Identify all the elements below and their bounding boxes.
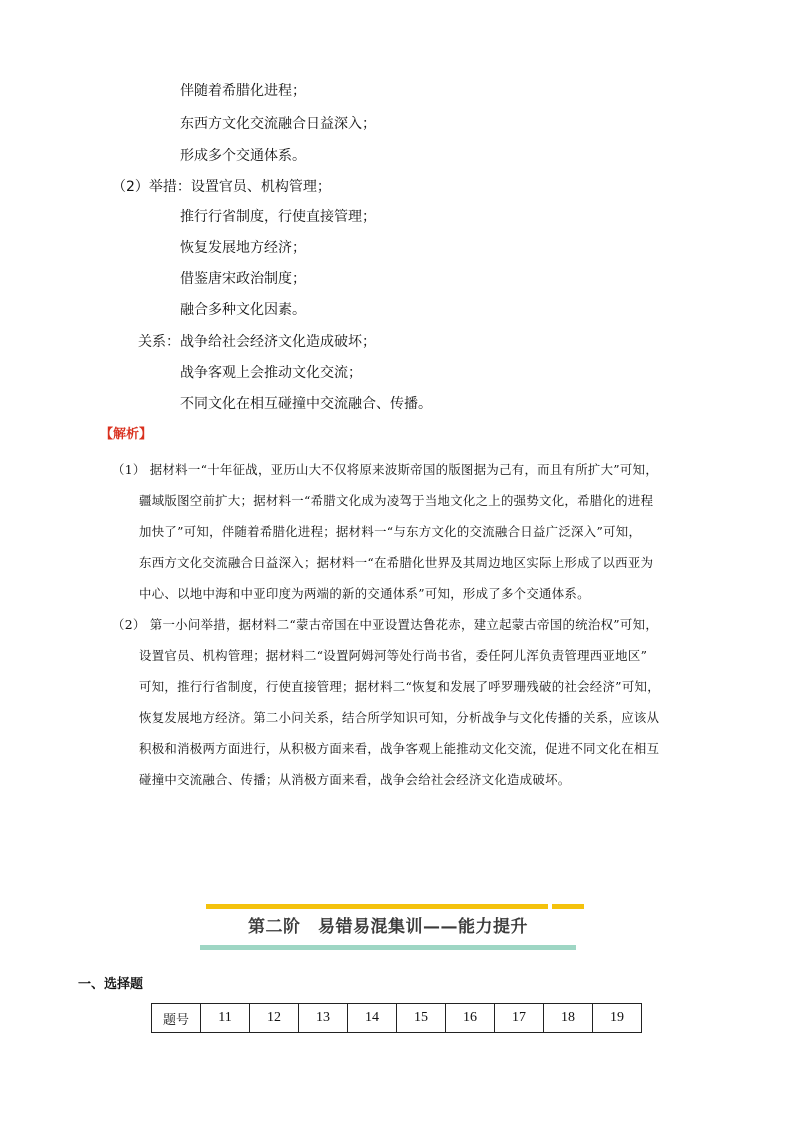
table-cell: 12 bbox=[250, 1004, 299, 1033]
analysis-line: （2） 第一小问举措，据材料二“蒙古帝国在中亚设置达鲁花赤，建立起蒙古帝国的统治权”可知， bbox=[112, 617, 659, 632]
section-banner bbox=[200, 904, 584, 950]
table-cell: 13 bbox=[299, 1004, 348, 1033]
table-cell: 19 bbox=[593, 1004, 642, 1033]
banner-title: 第二阶 易错易混集训——能力提升 bbox=[248, 917, 528, 937]
analysis-line: 加快了”可知，伴随着希腊化进程；据材料一“与东方文化的交流融合日益广泛深入”可知， bbox=[139, 524, 642, 539]
analysis-line: 积极和消极两方面进行，从积极方面来看，战争客观上能推动文化交流，促进不同文化在相互 bbox=[139, 741, 660, 756]
answer-table bbox=[151, 1003, 642, 1033]
analysis-line: 疆域版图空前扩大；据材料一“希腊文化成为凌驾于当地文化之上的强势文化，希腊化的进程 bbox=[139, 493, 654, 508]
table-cell: 17 bbox=[495, 1004, 544, 1033]
table-cell: 14 bbox=[348, 1004, 397, 1033]
analysis-paragraph-2 bbox=[112, 609, 722, 795]
answer-line: 借鉴唐宋政治制度； bbox=[180, 271, 306, 287]
table-cell: 15 bbox=[397, 1004, 446, 1033]
analysis-line: 可知，推行行省制度，行使直接管理；据材料二“恢复和发展了呼罗珊残破的社会经济”可知， bbox=[139, 679, 660, 694]
table-cell: 18 bbox=[544, 1004, 593, 1033]
answer-line: 推行行省制度，行使直接管理； bbox=[180, 209, 376, 225]
banner-top-bar-end bbox=[552, 904, 584, 909]
answer-line: 战争客观上会推动文化交流； bbox=[180, 365, 362, 381]
analysis-line: 设置官员、机构管理；据材料二“设置阿姆河等处行尚书省，委任阿儿浑负责管理西亚地区” bbox=[139, 648, 648, 663]
table-cell: 16 bbox=[446, 1004, 495, 1033]
analysis-line: 中心、以地中海和中亚印度为两端的新的交通体系”可知，形成了多个交通体系。 bbox=[139, 586, 590, 601]
analysis-line: 碰撞中交流融合、传播；从消极方面来看，战争会给社会经济文化造成破坏。 bbox=[139, 772, 571, 787]
analysis-line: 东西方文化交流融合日益深入；据材料一“在希腊化世界及其周边地区实际上形成了以西亚为 bbox=[139, 555, 654, 570]
banner-bottom-bar bbox=[200, 945, 576, 950]
answer-relation-lead: 关系：战争给社会经济文化造成破坏； bbox=[138, 334, 376, 350]
answer-line: 融合多种文化因素。 bbox=[180, 302, 306, 318]
answer-line: 东西方文化交流融合日益深入； bbox=[180, 116, 376, 132]
section-heading: 一、选择题 bbox=[78, 977, 144, 992]
answer-line: 形成多个交通体系。 bbox=[180, 148, 306, 164]
answer-line: 恢复发展地方经济； bbox=[180, 240, 306, 256]
banner-top-bar bbox=[206, 904, 548, 909]
table-row bbox=[152, 1004, 642, 1033]
answer-part2-lead: （2）举措：设置官员、机构管理； bbox=[112, 179, 331, 195]
analysis-paragraph-1 bbox=[112, 454, 722, 609]
answer-line: 伴随着希腊化进程； bbox=[180, 83, 306, 99]
analysis-tag: 【解析】 bbox=[100, 427, 153, 442]
table-cell: 11 bbox=[201, 1004, 250, 1033]
answer-line: 不同文化在相互碰撞中交流融合、传播。 bbox=[180, 396, 432, 412]
table-header-cell: 题号 bbox=[152, 1004, 201, 1033]
analysis-line: 恢复发展地方经济。第二小问关系，结合所学知识可知，分析战争与文化传播的关系，应该从 bbox=[139, 710, 660, 725]
analysis-line: （1） 据材料一“十年征战，亚历山大不仅将原来波斯帝国的版图据为己有，而且有所扩大”可知， bbox=[112, 462, 659, 477]
